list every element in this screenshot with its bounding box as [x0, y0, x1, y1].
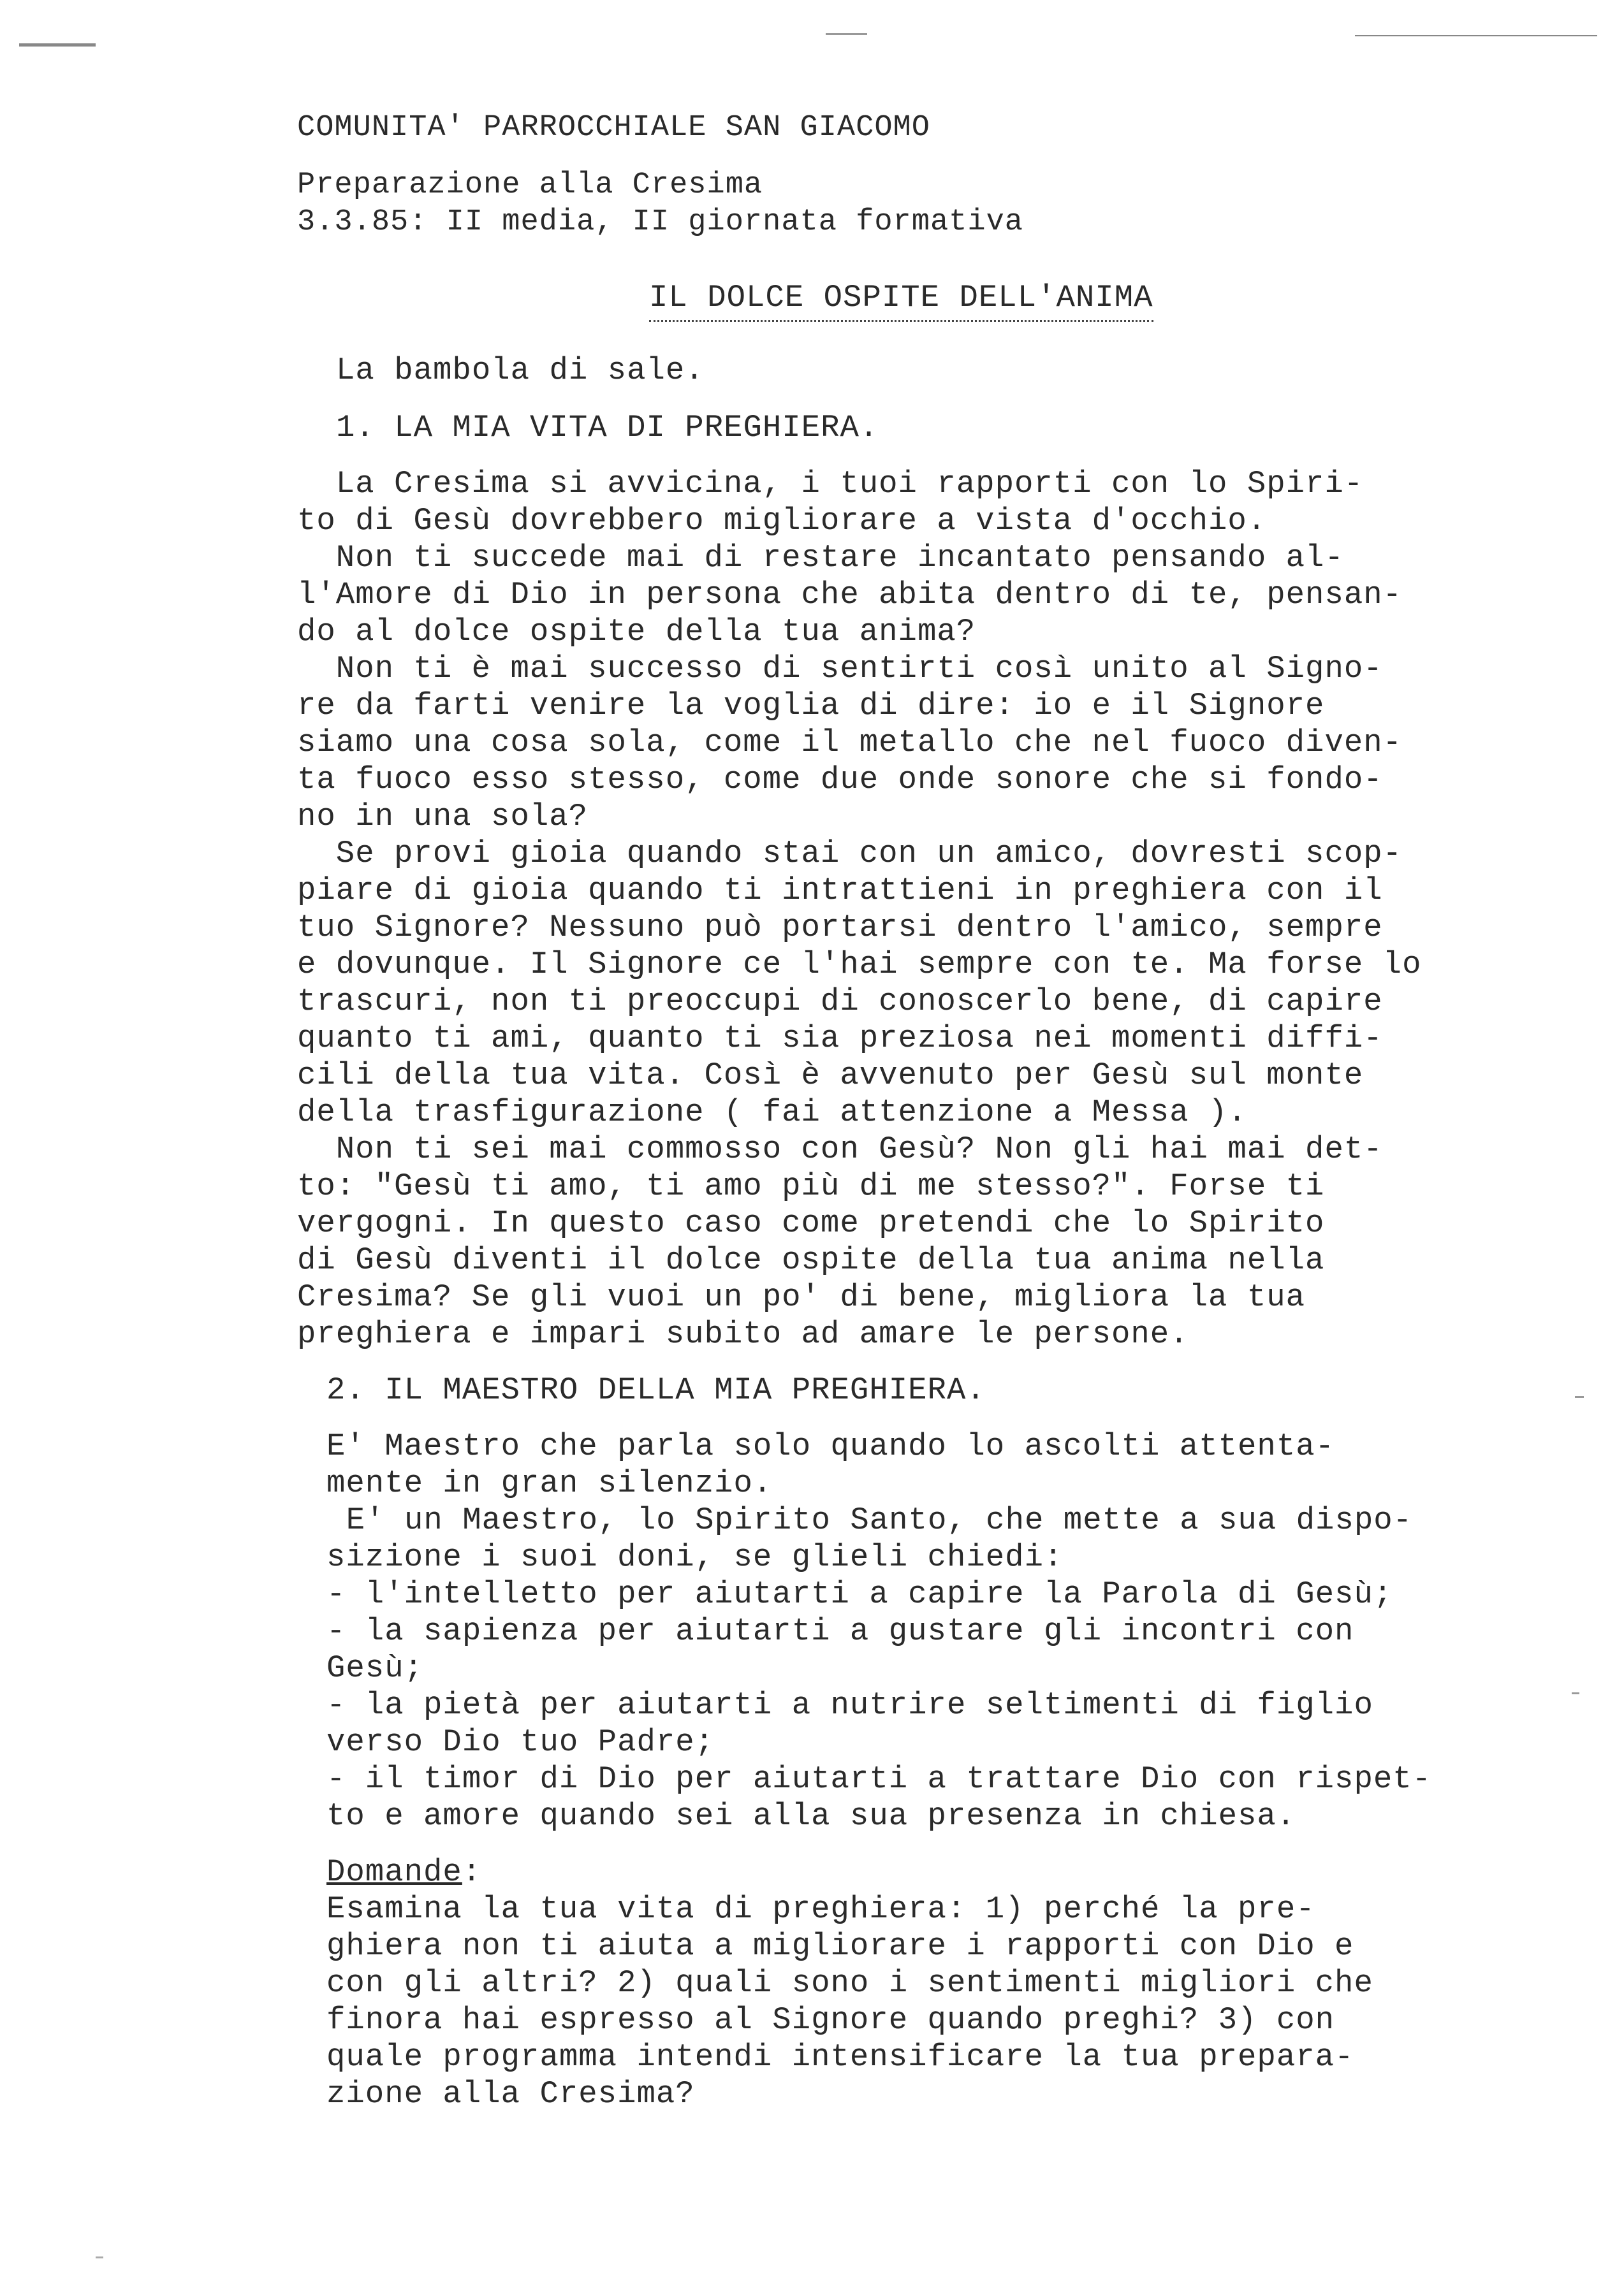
intro-line: La bambola di sale.: [336, 352, 705, 388]
section2-line: E' un Maestro, lo Spirito Santo, che mette a sua dispo-: [307, 1502, 1413, 1538]
scan-mark-bottom-left: [96, 2256, 103, 2258]
section1-line: cili della tua vita. Così è avvenuto per Gesù sul monte: [297, 1057, 1364, 1093]
questions-line: zione alla Cresima?: [326, 2076, 695, 2112]
section2-line: - la pietà per aiutarti a nutrire seltimenti di figlio: [326, 1687, 1373, 1723]
section2-line: sizione i suoi doni, se glieli chiedi:: [326, 1539, 1064, 1575]
section1-line: l'Amore di Dio in persona che abita dentro di te, pensan-: [297, 577, 1403, 613]
section1-line: no in una sola?: [297, 799, 589, 834]
questions-label-suffix: :: [462, 1854, 482, 1890]
section1-line: siamo una cosa sola, come il metallo che nel fuoco diven-: [297, 725, 1403, 760]
section1-line: tuo Signore? Nessuno può portarsi dentro l'amico, sempre: [297, 910, 1383, 945]
scan-mark-top-center: [826, 33, 867, 35]
section1-line: quanto ti ami, quanto ti sia preziosa nei momenti diffi-: [297, 1021, 1383, 1056]
questions-heading: [326, 1854, 481, 1891]
questions-line: Esamina la tua vita di preghiera: 1) perché la pre-: [326, 1891, 1315, 1927]
section2-line: E' Maestro che parla solo quando lo ascolti attenta-: [326, 1428, 1335, 1464]
section1-line: preghiera e impari subito ad amare le persone.: [297, 1316, 1189, 1352]
section2-line: Gesù;: [326, 1650, 424, 1686]
section1-line: della trasfigurazione ( fai attenzione a Messa ).: [297, 1094, 1247, 1130]
section1-line: Cresima? Se gli vuoi un po' di bene, migliora la tua: [297, 1279, 1306, 1315]
scan-mark-right-1: [1575, 1396, 1584, 1398]
section1-line: Non ti sei mai commosso con Gesù? Non gli hai mai det-: [297, 1131, 1383, 1167]
section1-line: vergogni. In questo caso come pretendi che lo Spirito: [297, 1205, 1325, 1241]
section2-line: - l'intelletto per aiutarti a capire la Parola di Gesù;: [326, 1576, 1393, 1612]
section1-line: piare di gioia quando ti intrattieni in preghiera con il: [297, 873, 1383, 908]
course-name: Preparazione alla Cresima: [297, 168, 763, 202]
parish-name: COMUNITA' PARROCCHIALE SAN GIACOMO: [297, 111, 930, 145]
section1-line: Non ti è mai successo di sentirti così unito al Signo-: [297, 651, 1383, 687]
section1-line: di Gesù diventi il dolce ospite della tua anima nella: [297, 1242, 1325, 1278]
scan-mark-top-left: [19, 43, 96, 47]
document-title: IL DOLCE OSPITE DELL'ANIMA: [649, 279, 1153, 322]
section1-line: ta fuoco esso stesso, come due onde sonore che si fondo-: [297, 762, 1383, 797]
section2-line: - la sapienza per aiutarti a gustare gli incontri con: [326, 1613, 1354, 1649]
date-line: 3.3.85: II media, II giornata formativa: [297, 205, 1023, 239]
section1-line: to di Gesù dovrebbero migliorare a vista d'occhio.: [297, 503, 1267, 539]
section1-line: Non ti succede mai di restare incantato pensando al-: [297, 540, 1344, 576]
section2-line: - il timor di Dio per aiutarti a trattare Dio con rispet-: [326, 1761, 1432, 1797]
scan-mark-right-2: [1572, 1692, 1579, 1694]
section2-line: mente in gran silenzio.: [326, 1465, 773, 1501]
questions-line: quale programma intendi intensificare la tua prepara-: [326, 2039, 1354, 2075]
section1-line: do al dolce ospite della tua anima?: [297, 614, 976, 650]
section2-line: to e amore quando sei alla sua presenza in chiesa.: [326, 1798, 1296, 1834]
section1-line: La Cresima si avvicina, i tuoi rapporti con lo Spiri-: [297, 466, 1364, 502]
questions-line: finora hai espresso al Signore quando preghi? 3) con: [326, 2002, 1335, 2038]
questions-line: con gli altri? 2) quali sono i sentimenti migliori che: [326, 1965, 1373, 2001]
questions-label: Domande: [326, 1854, 462, 1890]
section1-line: to: "Gesù ti amo, ti amo più di me stesso?". Forse ti: [297, 1168, 1325, 1204]
section1-line: Se provi gioia quando stai con un amico, dovresti scop-: [297, 836, 1403, 871]
questions-line: ghiera non ti aiuta a migliorare i rapporti con Dio e: [326, 1928, 1354, 1964]
scan-mark-top-right: [1355, 35, 1597, 36]
section1-line: re da farti venire la voglia di dire: io e il Signore: [297, 688, 1325, 723]
section2-line: verso Dio tuo Padre;: [326, 1724, 715, 1760]
section1-line: e dovunque. Il Signore ce l'hai sempre con te. Ma forse lo: [297, 947, 1422, 982]
section2-heading: 2. IL MAESTRO DELLA MIA PREGHIERA.: [326, 1372, 986, 1408]
section1-heading: 1. LA MIA VITA DI PREGHIERA.: [336, 410, 879, 446]
section1-line: trascuri, non ti preoccupi di conoscerlo bene, di capire: [297, 984, 1383, 1019]
